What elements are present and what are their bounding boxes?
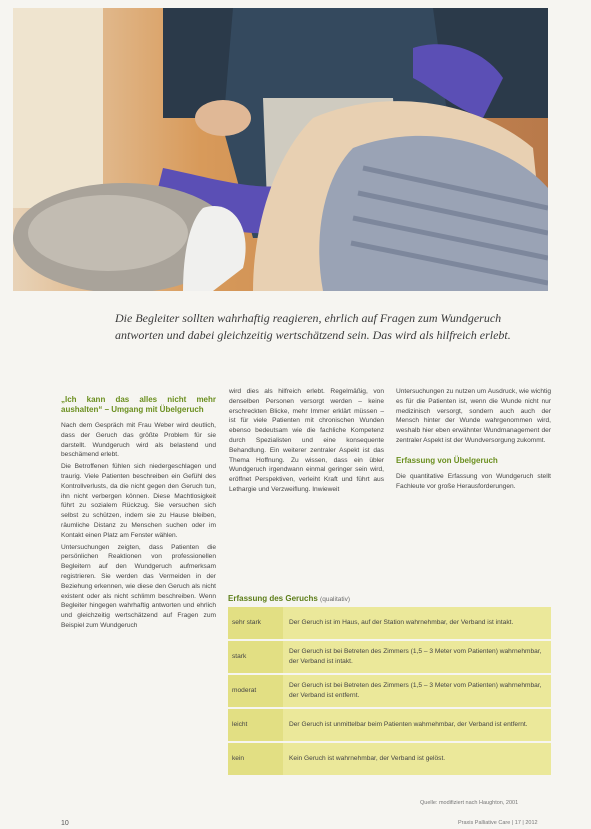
table-row <box>228 742 551 775</box>
photo-caption: Die Begleiter sollten wahrhaftig reagieren, ehrlich auf Fragen zum Wundgeruch antworten und dabei gleichzeitig wertschätzend sein. Das wird als hilfreich erlebt. <box>115 311 511 342</box>
table-subtitle: (qualitativ) <box>320 596 351 603</box>
table-title-text: Erfassung des Geruchs <box>228 594 318 603</box>
odor-description: Kein Geruch ist wahrnehmbar, der Verband ist gelöst. <box>283 742 551 775</box>
paragraph: Nach dem Gespräch mit Frau Weber wird deutlich, dass der Geruch das größte Problem für sie darstellt. Wundgeruch wird als belastend und beschämend erlebt. <box>61 422 216 459</box>
odor-level: kein <box>228 742 283 775</box>
odor-level: leicht <box>228 708 283 742</box>
odor-level: moderat <box>228 674 283 708</box>
section-heading: „Ich kann das alles nicht mehr aushalten“ – Umgang mit Übelgeruch <box>61 395 216 414</box>
table-row <box>228 606 551 640</box>
paragraph: Die Betroffenen fühlen sich niedergeschlagen und traurig. Viele Patienten beschreiben ein Gefühl des Kontrollverlusts, da die nicht gegen den Geruch tun, ihn nicht verbergen können. Diese Machtlosigkeit führt zu sozialem Rückzug. Sie versuchen sich selbst zu schützen, indem sie zu Hause bleiben, räumliche Distanz zu Menschen suchen oder im Kontakt einen Platz am Fenster wählen. <box>61 463 216 539</box>
table-source: Quelle: modifiziert nach Haughton, 2001 <box>420 800 519 806</box>
magazine-footer: Praxis Palliative Care | 17 | 2012 <box>458 820 538 826</box>
section-heading: Erfassung von Übelgeruch <box>396 455 498 465</box>
text-column-3 <box>396 387 551 493</box>
table-title <box>228 592 551 605</box>
table-row <box>228 708 551 742</box>
paragraph: Untersuchungen zu nutzen um Ausdruck, wie wichtig es für die Patienten ist, wenn die Wunde nicht nur medizinisch versorgt, sondern auch auch der Mensch hinter der Wunde wahrgenommen wird, weshalb hier eben erwähnter Wundmanagement der zentraler Aspekt ist der Wundversorgung zukommt. <box>396 388 551 444</box>
odor-description: Der Geruch ist unmittelbar beim Patienten wahrnehmbar, der Verband ist entfernt. <box>283 708 551 742</box>
paragraph: Die quantitative Erfassung von Wundgeruch stellt Fachleute vor große Herausforderungen. <box>396 472 551 490</box>
odor-description: Der Geruch ist im Haus, auf der Station wahrnehmbar, der Verband ist intakt. <box>283 606 551 640</box>
table <box>228 605 551 775</box>
odor-description: Der Geruch ist bei Betreten des Zimmers (1,5 – 3 Meter vom Patienten) wahrnehmbar, der Verband ist intakt. <box>283 640 551 674</box>
odor-level: stark <box>228 640 283 674</box>
paragraph: wird dies als hilfreich erlebt. Regelmäßig, von denselben Personen versorgt werden – keine erschreckten Blicke, mehr Immer erklärt müssen – ist für viele Patienten mit chronischen Wunden ebenso bedeutsam wie die fachliche Kompetenz durch Spezialisten und eine konsequente Behandlung. Ein weiterer zentraler Aspekt ist das Thema Hoffnung. Zu wissen, dass ein übler Wundgeruch irgendwann einmal geringer sein wird, eröffnet Perspektiven, verleiht Kraft und führt aus Lethargie und Verzweiflung. Inwieweit <box>229 388 384 493</box>
paragraph: Untersuchungen zeigten, dass Patienten die persönlichen Reaktionen von professionellen Begleitern auf den Wundgeruch aufmerksam registrieren. Sie werden das Vermeiden in der Beziehung erkennen, wie diese den Geruch als nicht existent oder als nicht schlimm beschreiben. Wenn Begleiter hingegen wahrhaftig antworten und ehrlich und gleichzeitig wertschätzend auf Fragen zum Beispiel zum Wundgeruch <box>61 543 216 629</box>
odor-level: sehr stark <box>228 606 283 640</box>
care-scene-illustration <box>13 8 548 291</box>
odor-assessment-table <box>228 592 551 782</box>
table-row <box>228 674 551 708</box>
text-column-1 <box>61 387 216 633</box>
page-number: 10 <box>61 820 69 827</box>
table-row <box>228 640 551 674</box>
text-column-2 <box>229 387 384 497</box>
hero-photo <box>13 8 548 291</box>
odor-description: Der Geruch ist bei Betreten des Zimmers (1,5 – 3 Meter vom Patienten) wahrnehmbar, der Verband ist entfernt. <box>283 674 551 708</box>
